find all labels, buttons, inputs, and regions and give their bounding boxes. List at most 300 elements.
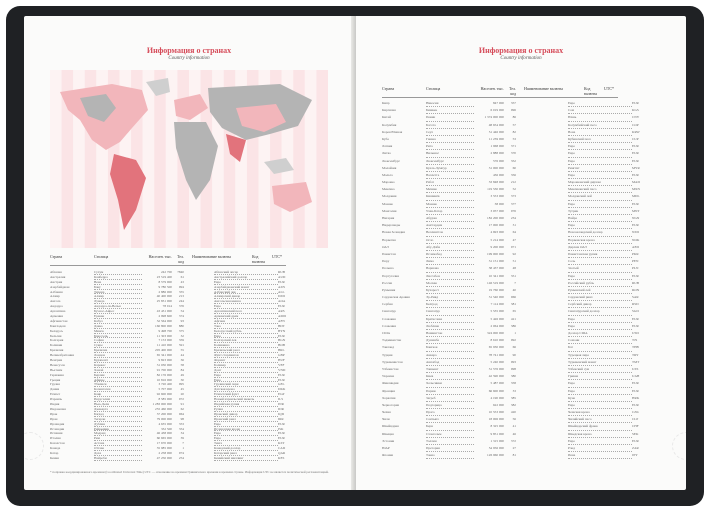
table-cell: ISK [278,426,284,431]
table-cell: Абхазский апсар [214,270,278,275]
table-cell: 213 [178,294,184,299]
table-cell: Монако [382,201,394,206]
table-cell: CUP [632,136,639,141]
table-cell: 6 019 000 [490,108,504,113]
table-row [568,423,652,430]
table-row [568,344,652,351]
table-cell: Финляндия [382,381,399,386]
table-cell: Бангладеш [50,323,66,328]
table-cell: VEF [278,362,285,367]
table-row [568,136,652,143]
table-cell: Кишинёв [426,193,474,200]
table-cell: Иерусалим [94,397,142,402]
table-cell: 3 553 000 [490,194,504,199]
table-cell: Будапешт [94,358,142,363]
table-row [382,229,516,236]
table-cell: Евро [214,334,278,339]
table-cell: Россия [382,280,392,285]
table-cell: Португалия [382,273,399,278]
table-cell: MDL [632,194,640,199]
table-cell: Душанбе [426,337,474,344]
table-row [382,222,516,229]
table-cell: SGD [632,309,639,314]
table-cell: Алжир [94,294,142,299]
table-cell: Япония [382,453,393,458]
table-cell: Украина [382,374,395,379]
table-cell: 385 [510,395,516,400]
table-cell: EUR [632,151,639,156]
table-row [568,301,652,308]
table-cell: Вона [568,129,632,136]
table-cell: Иракский динар [214,412,278,417]
table-cell: Баку [94,285,142,290]
table-cell: Тугрик [568,208,632,215]
table-cell: Форинт [214,358,278,363]
table-cell: 30 [180,377,184,382]
table-cell: GEL [278,382,285,387]
table-cell: Сукре [94,343,142,348]
table-cell: 1 315 000 [490,438,504,443]
table-cell: Италия [50,436,61,441]
table-cell: EUR [278,431,285,436]
table-cell: Кения [50,455,59,460]
table-cell: Испания [50,431,63,436]
table-cell: 381 [510,302,516,307]
table-row [568,366,652,373]
table-row [382,301,516,308]
table-cell: CNY [632,115,640,120]
table-row [568,402,652,409]
table-row [382,294,516,301]
table-cell: Венесуэла [50,362,65,367]
table-header: Страна Столица Населен. тыс. Тел. код Наименование валюты Код валюты UTC* [50,254,286,266]
table-cell: 182 200 000 [487,216,504,220]
table-cell: Сеул [426,129,474,136]
table-row [382,452,516,459]
table-cell: Беларусь [50,328,64,333]
table-cell: KGS [632,108,639,113]
table-row [382,251,516,258]
page-title: Информация о странах [146,46,232,55]
table-cell: 5 426 000 [490,316,504,321]
table-cell: 35 985 000 [156,446,172,451]
table-cell: 966 [510,295,516,300]
table-cell: 5 707 000 [158,387,172,392]
table-row [568,186,652,193]
table-cell: 41 [512,424,516,429]
country-table-left [50,270,184,461]
table-cell: KRW [632,129,640,134]
table-row [382,308,516,315]
table-cell: BDT [278,323,285,328]
table-cell: Афины [94,378,142,383]
table-cell: Австралия [50,274,66,279]
table-cell: 2 258 000 [158,450,172,455]
table-row [568,179,652,186]
page-title: Информация о странах [478,46,564,55]
table-cell: 11 239 000 [488,136,504,141]
table-cell: 972 [178,397,184,402]
table-cell: Новый израильский шекель [214,397,278,402]
table-cell: IRR [278,416,284,421]
table-cell: 54 [180,309,184,314]
table-row [568,431,652,438]
table-cell: Тенге [214,441,278,446]
table-cell: EUR [632,381,639,386]
table-cell: 32 [180,333,184,338]
table-cell: Марокко [382,180,395,185]
table-cell: Оттава [94,446,142,451]
table-cell: 91 [180,402,184,407]
table-cell: Люксембург [382,158,400,163]
table-row [382,316,516,323]
table-row [382,172,516,179]
table-row [382,179,516,186]
table-cell: Нигерия [382,216,395,220]
table-cell: Рига [426,143,474,150]
table-cell: 31 000 000 [488,165,504,170]
table-cell: Индийская рупия [214,402,278,407]
table-cell: Сингапур [426,308,474,315]
table-cell: 10 341 000 [488,273,504,278]
table-cell: Дублин [94,422,142,427]
table-cell: 3 720 400 [158,382,172,387]
table-cell: Вашингтон [426,330,474,337]
table-cell: 382 [510,402,516,407]
time-zone-world-map [50,70,328,248]
table-cell: 996 [510,108,516,113]
table-cell: Албанский лек [214,290,278,295]
table-row [382,423,516,430]
table-cell: Бразилиа [94,348,142,353]
table-cell: ОАЭ [382,244,389,249]
table-cell: 9 851 000 [490,431,504,436]
table-row [568,172,652,179]
table-row [568,208,652,215]
table-row [568,100,652,107]
table-row [382,344,516,351]
table-cell: Лиссабон [426,273,474,280]
table-cell: 324 000 000 [487,331,504,335]
table-cell: MAD [632,180,640,185]
table-cell: 31 [512,223,516,228]
table-cell: 34 [180,431,184,436]
table-row [568,373,652,380]
table-cell: 84 [180,367,184,372]
table-cell: Канадский доллар [214,446,278,451]
table-cell: IQD [278,411,285,416]
table-cell: 51 446 000 [488,129,504,134]
table-cell: 9 498 700 [158,328,172,333]
time-zone-strip [305,70,317,248]
table-cell: 993 [510,359,516,364]
table-cell: 65 930 000 [488,345,504,350]
table-cell: Вильнюс [426,150,474,157]
table-cell: 3 057 000 [490,208,504,213]
table-cell: Боливиано [214,343,278,348]
table-row [568,308,652,315]
table-cell: NZD [632,230,639,235]
table-cell: 55 [180,348,184,353]
table-cell: Берн [426,423,474,430]
page-subtitle: Country information [500,56,542,61]
table-cell: Дакка [94,324,142,329]
table-cell: Грузинский лари [214,382,278,387]
table-row [568,114,652,121]
table-cell: Латвия [382,144,393,149]
table-cell: Бразильский реал [214,348,278,353]
table-cell: Евро [214,280,278,285]
table-cell: Ханой [94,368,142,373]
table-cell: 49 [180,372,184,377]
table-cell: Малайзия [382,165,397,170]
table-cell: 61 [180,274,184,279]
table-cell: EUR [632,323,639,328]
table-cell: 66 600 000 [488,388,504,393]
table-cell: 43 431 000 [156,309,172,314]
table-cell: EUR [632,273,639,278]
table-cell: 11 410 000 [156,343,172,348]
table-cell: 46 438 000 [156,431,172,436]
table-cell: 98 [180,416,184,421]
table-cell: EUR [632,172,639,177]
table-cell: Болгарский лев [214,338,278,343]
table-cell: 91 700 000 [156,367,172,372]
table-row [382,258,516,265]
table-cell: Рабат [426,179,474,186]
table-cell: EUR [632,316,639,321]
table-cell: Мексиканский песо [568,186,632,193]
table-cell: Юань [568,114,632,121]
table-cell: 976 [510,208,516,213]
table-row [382,143,516,150]
table-cell: 4 635 000 [158,421,172,426]
table-cell: PKR [632,251,639,256]
table-cell: Евро [568,222,632,229]
table-cell: Новозеландский доллар [568,229,632,236]
table-cell: Каракас [94,363,142,368]
table-cell: Египет [50,392,61,397]
table-cell: CZK [632,410,639,415]
table-cell: 43 [180,279,184,284]
table-cell: Сом [568,107,632,114]
table-cell: Куба [382,136,389,141]
table-cell: Найра [568,215,632,222]
table-cell: Турецкая лира [568,352,632,359]
table-cell: 39 [180,436,184,441]
table-cell: 375 [178,328,184,333]
table-cell: Брюссель [94,334,142,339]
table-cell: BYN [278,328,286,333]
table-cell: Австралийский доллар [214,275,278,280]
table-cell: 199 000 000 [487,251,504,256]
table-cell: 79 000 000 [156,416,172,421]
table-row [382,107,516,114]
table-row [382,114,516,121]
table-cell: Мальта [382,172,393,177]
table-cell: Канберра [94,275,142,280]
table-cell: Сингапурский доллар [568,308,632,315]
table-cell: EUR [278,421,285,426]
table-cell: 377 [510,201,516,206]
table-cell: 421 [510,316,516,321]
table-row [568,222,652,229]
table-cell: Польша [382,266,394,271]
table-cell: Берлин [94,373,142,378]
table-cell: THB [632,345,639,350]
table-row [382,244,516,251]
table-cell: TMT [632,359,640,364]
table-cell: Иранский риал [214,417,278,422]
table-cell: Киев [426,373,474,380]
table-cell: Армянский драм [214,314,278,319]
table-row [568,251,652,258]
table-cell: Бразилия [50,348,64,353]
table-cell: Кенийский шиллинг [214,456,278,461]
currency-table-left [214,270,298,461]
table-row [568,258,652,265]
table-cell: 82 [512,129,516,134]
table-cell: Новая Зеландия [382,230,405,235]
table-cell: Пакистан [382,251,396,256]
table-cell: Нидерланды [382,223,401,228]
table-cell: Корея Южная [382,129,403,134]
table-cell: SAR [632,295,639,300]
table-cell: Таллин [426,438,474,445]
table-cell: Шведская крона [568,431,632,438]
table-cell: Литва [382,151,391,156]
table-cell: Абхазия [50,270,62,274]
table-row [382,438,516,445]
table-row [568,229,652,236]
table-cell: Хорватия [382,395,396,400]
table-cell: 971 [510,244,516,249]
table-cell: ЮАР [382,446,390,450]
table-cell: ZAR [632,446,639,450]
table-cell: Евро [568,273,632,280]
table-cell: Эстония [382,438,395,443]
table-cell: Багдад [94,412,142,417]
table-cell: Евро [214,378,278,383]
table-cell: 234 [510,216,516,220]
table-cell: Злотый [568,265,632,272]
table-cell: Саудовский риял [568,294,632,301]
table-cell: Евро [214,436,278,441]
table-cell: 370 [510,151,516,156]
table-row [568,129,652,136]
table-cell: EUR [278,377,285,382]
table-cell: 54 956 000 [488,446,504,450]
table-cell: UZS [632,366,639,371]
table-cell: Франция [382,388,395,393]
table-cell: Така [214,324,278,329]
table-cell: 995 [178,382,184,387]
table-cell: Алжир [50,294,60,299]
table-cell: 7840 [177,270,184,274]
table-cell: 374 [178,314,184,319]
table-cell: 10 816 000 [156,377,172,382]
table-cell: Найроби [94,456,142,461]
table-cell: 2 998 600 [158,314,172,319]
table-row [382,158,516,165]
table-cell: Азербайджанский манат [214,285,278,290]
time-zone-strip [143,70,155,248]
table-cell: 146 519 000 [487,280,504,285]
table-cell: Исламабад [426,251,474,258]
table-header: Страна Столица Населен. тыс. Тел. код Наименование валюты Код валюты UTC* [382,86,618,98]
table-cell: 38 437 000 [488,266,504,271]
table-cell: 17 670 000 [156,441,172,446]
table-row [382,416,516,423]
table-cell: 2 886 000 [158,289,172,294]
table-cell: 53 [512,136,516,141]
table-cell: Пекин [426,114,474,121]
table-cell: EUR [632,438,639,443]
table-cell: 11 303 000 [156,333,172,338]
table-cell: Узбекистан [382,366,399,371]
table-cell: Ирландия [50,421,65,426]
table-cell: Мехико [426,186,474,193]
table-cell: 255 460 000 [155,406,172,411]
table-cell: 7 114 000 [490,302,504,307]
table-cell: 9 780 500 [158,284,172,289]
table-cell: Афганистан [50,318,68,323]
table-cell: Великобритания [50,353,74,358]
table-row [382,201,516,208]
table-cell: QAR [278,450,286,455]
table-cell: RUB [632,280,639,285]
table-cell: Венгрия [50,358,63,363]
table-cell: 31 030 000 [156,362,172,367]
table-row [382,237,516,244]
table-row [382,402,516,409]
table-cell: Перу [382,259,390,264]
table-cell: 40 400 000 [156,294,172,299]
table-row [382,373,516,380]
table-cell: SEK [632,431,639,436]
table-row [568,280,652,287]
table-cell: EUR [278,372,285,377]
table-cell: Турция [382,352,393,357]
table-cell: Евро [568,402,632,409]
table-cell: Бельгия [50,333,62,338]
table-cell: Варшава [426,265,474,272]
table-cell: Чили [382,417,390,422]
table-cell: Китай [382,115,391,120]
table-cell: PEN [632,259,639,264]
table-cell: Ташкент [426,366,474,373]
table-cell: 31 576 000 [488,366,504,371]
table-cell: Туркменский манат [568,359,632,366]
table-row [50,456,184,461]
table-cell: 38 000 [494,201,504,206]
table-row [568,452,652,459]
table-cell: Ангола [50,299,61,304]
table-cell: ILS [278,397,284,402]
table-cell: Грузия [50,382,60,387]
table-cell: Евро [568,388,632,395]
table-cell: Евро [568,323,632,330]
table-cell: 7 [514,280,516,285]
table-cell: Бишкек [426,107,474,114]
table-row [382,265,516,272]
table-cell: Мексика [382,187,395,192]
table-cell: 372 [510,438,516,443]
ring-decoration [672,432,686,460]
table-cell: BOB [278,343,285,348]
table-row [568,122,652,129]
table-cell: 78 014 [162,304,172,309]
